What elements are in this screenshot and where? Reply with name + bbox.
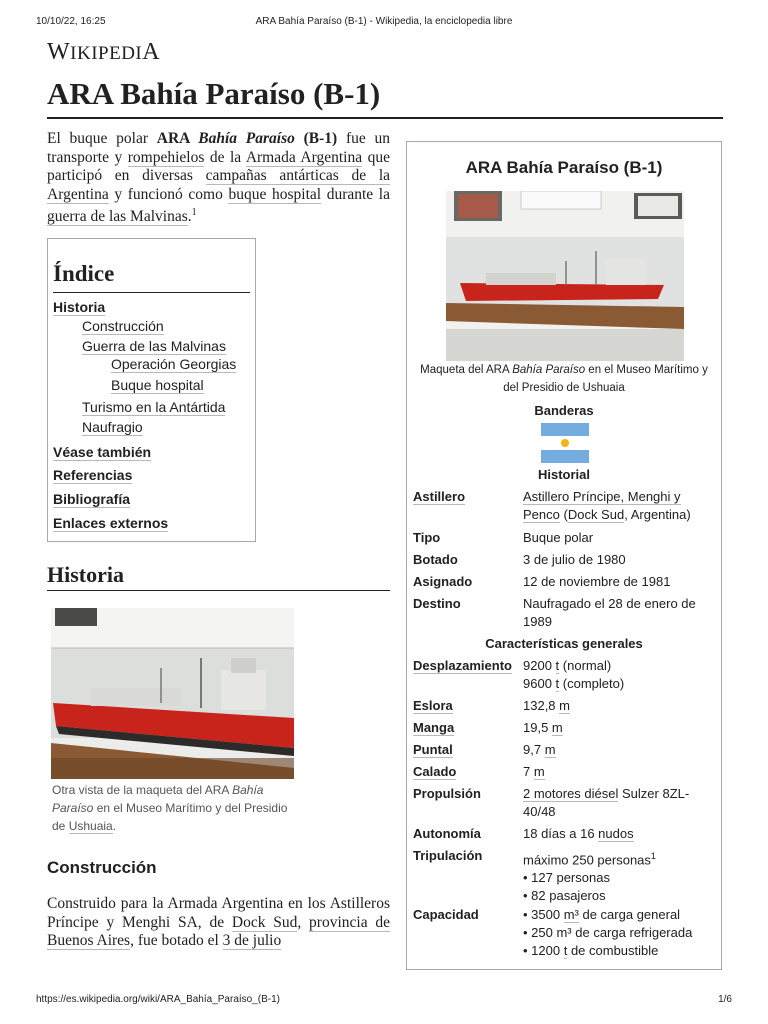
infobox xyxy=(406,141,722,970)
infobox-key-capacidad: Capacidad xyxy=(413,907,479,922)
link-tonelada[interactable]: t xyxy=(555,658,560,673)
toc-item-operacion-georgias[interactable]: Operación Georgias xyxy=(111,356,237,372)
caption-text: Maqueta del ARA xyxy=(420,364,513,376)
link-metro-cubico[interactable]: m³ xyxy=(563,907,579,922)
bullet-item: de carga general xyxy=(578,907,681,922)
infobox-value-asignado: 12 de noviembre de 1981 xyxy=(523,574,671,589)
section-heading-historia: Historia xyxy=(47,562,124,587)
toc-item-naufragio[interactable]: Naufragio xyxy=(82,419,143,435)
infobox-value-manga xyxy=(523,719,715,737)
print-page-title: ARA Bahía Paraíso (B-1) - Wikipedia, la enciclopedia libre xyxy=(255,16,513,27)
link-tonelada[interactable]: t xyxy=(563,943,568,958)
infobox-key-destino: Destino xyxy=(413,596,461,611)
infobox-value-destino: Naufragado el 28 de enero de 1989 xyxy=(523,596,696,629)
reference-1[interactable]: 1 xyxy=(650,851,656,861)
caption-text: en el Museo Marítimo y del Presidio de Ushuaia xyxy=(503,364,708,394)
intro-text: de la xyxy=(204,148,246,166)
value-text: , Argentina) xyxy=(624,507,691,522)
toc-item-turismo[interactable]: Turismo en la Antártida xyxy=(82,399,226,415)
infobox-key-puntal[interactable]: Puntal xyxy=(413,742,453,757)
link-metro[interactable]: m xyxy=(551,720,563,735)
toc-item-enlaces-externos[interactable]: Enlaces externos xyxy=(53,515,169,531)
infobox-value-calado xyxy=(523,763,715,781)
infobox-section-historial: Historial xyxy=(537,467,590,482)
value-text: ( xyxy=(559,507,568,522)
infobox-value-capacidad xyxy=(523,906,715,960)
ship-name-italic: Bahía Paraíso xyxy=(198,130,295,147)
value-text: Sulzer 8ZL-40/48 xyxy=(523,786,690,819)
infobox-value-autonomia xyxy=(523,825,715,843)
infobox-key-propulsion: Propulsión xyxy=(413,786,481,801)
intro-text: y funcionó como xyxy=(108,185,229,203)
infobox-section-banderas: Banderas xyxy=(534,403,594,418)
value-text: (normal) xyxy=(559,658,612,673)
photo-caption-2 xyxy=(52,781,292,835)
print-datetime: 10/10/22, 16:25 xyxy=(36,16,106,27)
value-text: máximo 250 personas xyxy=(523,852,651,868)
link-3-de-julio[interactable]: 3 de julio xyxy=(222,932,282,949)
infobox-value-desplazamiento xyxy=(523,657,715,693)
toc-item-guerra-malvinas[interactable]: Guerra de las Malvinas xyxy=(82,338,226,354)
ship-model-photo-2[interactable] xyxy=(51,608,294,779)
value-text: 9600 xyxy=(523,676,556,691)
link-nudos[interactable]: nudos xyxy=(598,826,634,841)
bullet-item: • 3500 xyxy=(523,907,564,922)
bullet-item: • 82 pasajeros xyxy=(523,888,606,904)
infobox-key-asignado: Asignado xyxy=(413,574,473,589)
bullet-item: • 250 xyxy=(523,925,557,940)
caption-italic: Bahía Paraíso xyxy=(52,783,264,815)
section-divider xyxy=(47,590,390,591)
ship-model-photo-1[interactable] xyxy=(446,191,684,361)
body-text: , xyxy=(297,913,310,931)
infobox-key-autonomia: Autonomía xyxy=(413,826,481,841)
link-provincia-buenos-aires[interactable]: provincia de Buenos Aires xyxy=(47,913,390,949)
ship-name-suffix: (B-1) xyxy=(294,130,338,147)
unit-text: m³ xyxy=(556,925,572,940)
value-text: 132,8 xyxy=(523,698,560,713)
infobox-value-eslora xyxy=(523,697,715,715)
caption-text: en el Museo Marítimo y del Presidio de xyxy=(52,801,288,833)
link-metro[interactable]: m xyxy=(559,698,570,713)
link-tonelada[interactable]: t xyxy=(555,676,560,691)
link-metro[interactable]: m xyxy=(533,764,545,779)
bullet-item: de carga refrigerada xyxy=(571,925,693,940)
toc-item-bibliografia[interactable]: Bibliografía xyxy=(53,491,131,507)
intro-text: . xyxy=(187,208,192,226)
infobox-caption xyxy=(415,361,713,397)
infobox-key-manga[interactable]: Manga xyxy=(413,720,455,735)
table-of-contents xyxy=(47,238,256,542)
link-astillero[interactable]: Astillero Príncipe, Menghi y Penco xyxy=(523,489,681,522)
section-heading-construccion: Construcción xyxy=(47,858,157,877)
intro-paragraph xyxy=(47,130,390,227)
link-metro[interactable]: m xyxy=(544,742,556,757)
page-title: ARA Bahía Paraíso (B-1) xyxy=(47,76,381,111)
value-text: 9200 xyxy=(523,658,556,673)
toc-divider xyxy=(53,292,250,293)
infobox-section-caracteristicas: Características generales xyxy=(485,636,643,651)
link-rompehielos[interactable]: rompehielos xyxy=(127,148,205,166)
construccion-paragraph xyxy=(47,895,390,951)
value-text: 19,5 xyxy=(523,720,552,735)
ship-name-prefix: ARA xyxy=(156,130,199,147)
reference-1[interactable]: 1 xyxy=(191,207,197,218)
infobox-value-propulsion xyxy=(523,785,715,821)
value-text: 18 días a 16 xyxy=(523,826,599,841)
caption-text: . xyxy=(112,819,117,833)
infobox-key-desplazamiento[interactable]: Desplazamiento xyxy=(413,658,512,673)
infobox-value-botado: 3 de julio de 1980 xyxy=(523,552,626,567)
toc-item-vease-tambien[interactable]: Véase también xyxy=(53,444,152,460)
infobox-key-tipo: Tipo xyxy=(413,530,441,545)
value-text: 9,7 xyxy=(523,742,545,757)
print-page-number: 1/6 xyxy=(718,994,732,1005)
infobox-value-astillero xyxy=(523,488,715,524)
link-ushuaia[interactable]: Ushuaia xyxy=(68,819,113,833)
link-dock-sud[interactable]: Dock Sud xyxy=(231,913,298,931)
caption-text: Otra vista de la maqueta del ARA xyxy=(52,783,233,797)
infobox-value-tripulacion xyxy=(523,847,715,905)
toc-item-buque-hospital[interactable]: Buque hospital xyxy=(111,377,204,393)
link-dock-sud[interactable]: Dock Sud xyxy=(567,507,625,522)
body-text: Construido para la Armada Argentina en los Astilleros Príncipe y Menghi SA, de xyxy=(47,895,390,931)
infobox-key-tripulacion: Tripulación xyxy=(413,848,483,863)
intro-text: fue un transporte y xyxy=(47,130,390,166)
infobox-key-eslora[interactable]: Eslora xyxy=(413,698,453,713)
print-url: https://es.wikipedia.org/wiki/ARA_Bahía_Paraíso_(B-1) xyxy=(36,994,281,1005)
caption-italic: Bahía Paraíso xyxy=(512,364,586,376)
intro-text: que participó en diversas xyxy=(47,148,390,184)
infobox-key-botado: Botado xyxy=(413,552,458,567)
value-text: (completo) xyxy=(559,676,625,691)
body-text: , fue botado el xyxy=(130,932,223,949)
bullet-item: de combustible xyxy=(567,943,659,958)
infobox-key-astillero[interactable]: Astillero xyxy=(413,489,466,504)
toc-item-construccion[interactable]: Construcción xyxy=(82,318,164,334)
intro-text: durante la xyxy=(321,185,390,203)
title-divider xyxy=(47,117,723,119)
argentina-flag-icon[interactable] xyxy=(541,423,589,463)
bullet-item: • 127 personas xyxy=(523,870,610,886)
link-campanas-antarticas[interactable]: campañas antárticas de la Argentina xyxy=(47,167,390,203)
link-buque-hospital[interactable]: buque hospital xyxy=(228,185,322,203)
infobox-value-tipo: Buque polar xyxy=(523,530,594,545)
toc-item-historia[interactable]: Historia xyxy=(53,299,106,315)
link-motor-diesel[interactable]: 2 motores diésel xyxy=(523,786,619,801)
wikipedia-logo[interactable]: WIKIPEDIA xyxy=(47,39,161,65)
bullet-item: • 1200 xyxy=(523,943,564,958)
infobox-key-calado[interactable]: Calado xyxy=(413,764,457,779)
infobox-title: ARA Bahía Paraíso (B-1) xyxy=(465,158,663,177)
value-text: 7 xyxy=(523,764,534,779)
toc-heading: Índice xyxy=(53,261,115,286)
intro-text: El buque polar xyxy=(47,130,157,147)
toc-item-referencias[interactable]: Referencias xyxy=(53,467,133,483)
link-armada-argentina[interactable]: Armada Argentina xyxy=(245,148,363,166)
link-guerra-malvinas[interactable]: guerra de las Malvinas xyxy=(47,208,188,226)
infobox-value-puntal xyxy=(523,741,715,759)
